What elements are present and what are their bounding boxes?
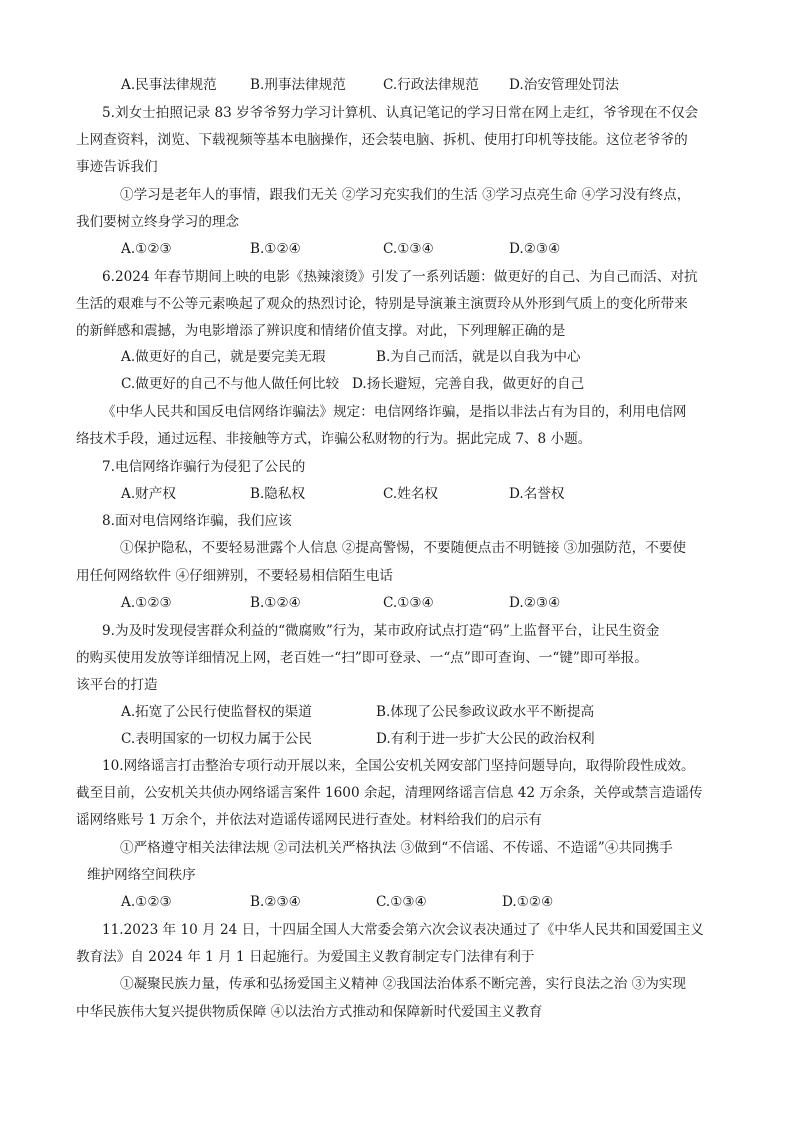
q9-option-a: A.拓宽了公民行使监督权的渠道 bbox=[121, 704, 312, 720]
q9-stem-line-1: 9.为及时发现侵害群众利益的“微腐败”行为，某市政府试点打造“码”上监督平台，让民生资金 bbox=[102, 623, 660, 639]
q6-option-b: B.为自己而活，就是以自我为中心 bbox=[376, 349, 581, 365]
q5-option-a: A.①②③ bbox=[121, 241, 172, 257]
q5-option-d: D.②③④ bbox=[509, 241, 561, 257]
material-line-2: 络技术手段，通过远程、非接触等方式，诈骗公私财物的行为。据此完成 7、8 小题。 bbox=[76, 431, 592, 447]
q6-stem-line-2: 生活的艰难与不公等元素唤起了观众的热烈讨论，特别是导演兼主演贾玲从外形到气质上的变化所带来 bbox=[76, 296, 688, 312]
q7-option-b: B.隐私权 bbox=[250, 486, 306, 502]
q8-option-c: C.①③④ bbox=[383, 595, 434, 611]
q10-option-d: D.①②④ bbox=[502, 894, 554, 910]
q8-statements-line-2: 用任何网络软件 ④仔细辨别，不要轻易相信陌生电话 bbox=[76, 568, 393, 584]
q8-option-a: A.①②③ bbox=[121, 595, 172, 611]
q4-option-a: A.民事法律规范 bbox=[121, 77, 217, 93]
q4-option-b: B.刑事法律规范 bbox=[250, 77, 346, 93]
q11-statements-line-2: 中华民族伟大复兴提供物质保障 ④以法治方式推动和保障新时代爱国主义教育 bbox=[76, 1004, 543, 1020]
q4-option-d: D.治安管理处罚法 bbox=[509, 77, 619, 93]
q6-option-d: D.扬长避短，完善自我，做更好的自己 bbox=[352, 376, 585, 392]
q5-stem-line-3: 事迹告诉我们 bbox=[76, 159, 158, 175]
q6-option-a: A.做更好的自己，就是要完美无瑕 bbox=[121, 349, 326, 365]
material-line-1: 《中华人民共和国反电信网络诈骗法》规定：电信网络诈骗，是指以非法占有为目的，利用电信网 bbox=[102, 404, 687, 420]
q5-statements-line-1: ①学习是老年人的事情，跟我们无关 ②学习充实我们的生活 ③学习点亮生命 ④学习没有终点， bbox=[120, 187, 691, 203]
q7-option-a: A.财产权 bbox=[121, 486, 176, 502]
q6-stem-line-3: 的新鲜感和震撼，为电影增添了辨识度和情绪价值支撑。对此，下列理解正确的是 bbox=[76, 323, 566, 339]
q5-option-c: C.①③④ bbox=[383, 241, 434, 257]
q9-option-c: C.表明国家的一切权力属于公民 bbox=[121, 731, 312, 747]
q10-stem-line-2: 截至目前，公安机关共侦办网络谣言案件 1600 余起，清理网络谣言信息 42 万余条，关停或禁言造谣传 bbox=[76, 785, 703, 801]
q8-option-b: B.①②④ bbox=[250, 595, 301, 611]
q9-stem-line-3: 该平台的打造 bbox=[76, 677, 158, 693]
q8-option-d: D.②③④ bbox=[509, 595, 561, 611]
q7-option-c: C.姓名权 bbox=[383, 486, 439, 502]
q10-statements-line-2: 维护网络空间秩序 bbox=[87, 867, 196, 883]
q8-statements-line-1: ①保护隐私，不要轻易泄露个人信息 ②提高警惕，不要随便点击不明链接 ③加强防范，不要使 bbox=[120, 540, 686, 556]
q5-stem-line-1: 5.刘女士拍照记录 83 岁爷爷努力学习计算机、认真记笔记的学习日常在网上走红，爷爷现在不仅会 bbox=[102, 105, 699, 121]
q7-stem: 7.电信网络诈骗行为侵犯了公民的 bbox=[102, 459, 306, 475]
q4-option-c: C.行政法律规范 bbox=[383, 77, 479, 93]
q10-option-a: A.①②③ bbox=[121, 894, 172, 910]
q9-option-b: B.体现了公民参政议政水平不断提高 bbox=[376, 704, 595, 720]
q11-stem-line-2: 教育法》自 2024 年 1 月 1 日起施行。为爱国主义教育制定专门法律有利于 bbox=[76, 949, 535, 965]
q7-option-d: D.名誉权 bbox=[509, 486, 565, 502]
q11-statements-line-1: ①凝聚民族力量，传承和弘扬爱国主义精神 ②我国法治体系不断完善，实行良法之治 ③为实现 bbox=[120, 976, 686, 992]
q10-stem-line-3: 谣网络账号 1 万余个，并依法对造谣传谣网民进行查处。材料给我们的启示有 bbox=[76, 812, 542, 828]
q11-stem-line-1: 11.2023 年 10 月 24 日，十四届全国人大常委会第六次会议表决通过了《中华人民共和国爱国主义 bbox=[102, 922, 704, 938]
q9-option-d: D.有利于进一步扩大公民的政治权利 bbox=[376, 731, 595, 747]
q6-option-c: C.做更好的自己不与他人做任何比较 bbox=[121, 376, 340, 392]
q10-option-c: C.①③④ bbox=[376, 894, 427, 910]
q5-statements-line-2: 我们要树立终身学习的理念 bbox=[76, 214, 240, 230]
q8-stem: 8.面对电信网络诈骗，我们应该 bbox=[102, 513, 292, 529]
q5-stem-line-2: 上网查资料，浏览、下载视频等基本电脑操作，还会装电脑、拆机、使用打印机等技能。这位老爷爷的 bbox=[76, 132, 688, 148]
q10-option-b: B.②③④ bbox=[250, 894, 301, 910]
q9-stem-line-2: 的购买使用发放等详细情况上网，老百姓一“扫”即可登录、一“点”即可查询、一“键”即可举报。 bbox=[76, 650, 648, 666]
q10-stem-line-1: 10.网络谣言打击整治专项行动开展以来，全国公安机关网安部门坚持问题导向，取得阶段性成效。 bbox=[102, 758, 695, 774]
q5-option-b: B.①②④ bbox=[250, 241, 301, 257]
q10-statements-line-1: ①严格遵守相关法律法规 ②司法机关严格执法 ③做到“不信谣、不传谣、不造谣”④共同携手 bbox=[120, 840, 673, 856]
q6-stem-line-1: 6.2024 年春节期间上映的电影《热辣滚烫》引发了一系列话题：做更好的自己、为自己而活、对抗 bbox=[102, 269, 698, 285]
